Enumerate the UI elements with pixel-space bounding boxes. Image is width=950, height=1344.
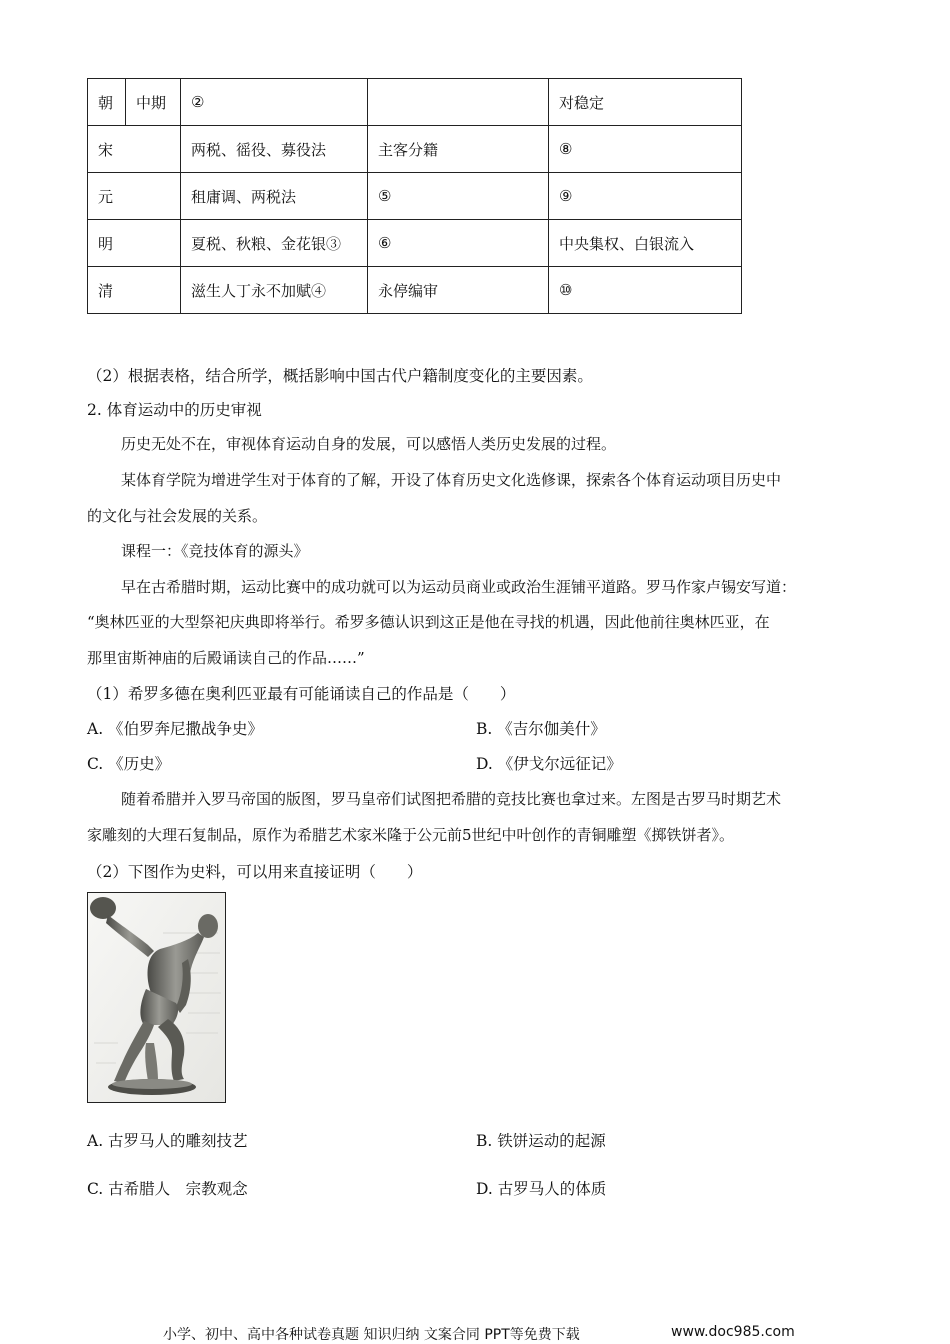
sculpture-paragraph-line-1: 随着希腊并入罗马帝国的版图，罗马皇帝们试图把希腊的竞技比赛也拿过来。左图是古罗马时期艺术 (121, 790, 782, 808)
section-2-title: 2. 体育运动中的历史审视 (87, 401, 262, 419)
history-paragraph-line-3: 那里宙斯神庙的后殿诵读自己的作品……” (87, 649, 365, 667)
footer-text: 小学、初中、高中各种试卷真题 知识归纳 文案合同 PPT等免费下载 (163, 1327, 580, 1343)
table-cell: 永停编审 (368, 267, 549, 314)
option-2-d[interactable]: D. 古罗马人的体质 (476, 1180, 607, 1198)
table-cell: ② (181, 79, 368, 126)
table-cell: 主客分籍 (368, 126, 549, 173)
course-paragraph-line-1: 某体育学院为增进学生对于体育的了解，开设了体育历史文化选修课，探索各个体育运动项目历史中 (121, 471, 782, 489)
table-row (88, 267, 742, 314)
table-cell: ⑩ (549, 267, 742, 314)
table-cell: 宋 (88, 126, 181, 173)
option-a[interactable]: A. 《伯罗奔尼撒战争史》 (87, 720, 264, 738)
table-cell: 两税、徭役、募役法 (181, 126, 368, 173)
footer-link[interactable]: www.doc985.com (671, 1324, 795, 1340)
table-cell: 租庸调、两税法 (181, 173, 368, 220)
table-cell: 夏税、秋粮、金花银③ (181, 220, 368, 267)
table-row (88, 220, 742, 267)
history-paragraph-line-1: 早在古希腊时期，运动比赛中的成功就可以为运动员商业或政治生涯铺平道路。罗马作家卢锡安写道： (121, 578, 797, 596)
table-cell (368, 79, 549, 126)
option-b[interactable]: B. 《吉尔伽美什》 (476, 720, 606, 738)
discobolus-statue-image (87, 892, 226, 1103)
table-row (88, 126, 742, 173)
household-registration-table (87, 78, 742, 314)
table-cell: 中期 (126, 79, 181, 126)
table-cell: ⑨ (549, 173, 742, 220)
course-title: 课程一：《竞技体育的源头》 (121, 542, 309, 560)
table-cell: 清 (88, 267, 181, 314)
option-d[interactable]: D. 《伊戈尔远征记》 (476, 755, 622, 773)
discobolus-figure-icon (88, 893, 225, 1102)
question-2-2: （2）下图作为史料，可以用来直接证明（ ） (87, 863, 423, 881)
course-paragraph-line-2: 的文化与社会发展的关系。 (87, 507, 268, 525)
sculpture-paragraph-line-2: 家雕刻的大理石复制品，原作为希腊艺术家米隆于公元前5世纪中叶创作的青铜雕塑《掷铁饼者》。 (87, 826, 735, 844)
table-row (88, 79, 742, 126)
table-row (88, 173, 742, 220)
table-cell: 滋生人丁永不加赋④ (181, 267, 368, 314)
table-cell: 中央集权、白银流入 (549, 220, 742, 267)
table-cell: 对稳定 (549, 79, 742, 126)
table-cell: ⑤ (368, 173, 549, 220)
intro-paragraph: 历史无处不在，审视体育运动自身的发展，可以感悟人类历史发展的过程。 (121, 435, 617, 453)
question-2-1: （1）希罗多德在奥利匹亚最有可能诵读自己的作品是（ ） (87, 685, 516, 703)
table-cell: 元 (88, 173, 181, 220)
table-cell: ⑧ (549, 126, 742, 173)
option-2-b[interactable]: B. 铁饼运动的起源 (476, 1132, 606, 1150)
table-cell: 朝 (88, 79, 126, 126)
question-1-2: （2）根据表格，结合所学，概括影响中国古代户籍制度变化的主要因素。 (87, 367, 593, 385)
option-2-c[interactable]: C. 古希腊人 宗教观念 (87, 1180, 248, 1198)
table-cell: 明 (88, 220, 181, 267)
option-2-a[interactable]: A. 古罗马人的雕刻技艺 (87, 1132, 248, 1150)
history-paragraph-line-2: “奥林匹亚的大型祭祀庆典即将举行。希罗多德认识到这正是他在寻找的机遇，因此他前往奥林匹亚，在 (87, 613, 770, 631)
table-cell: ⑥ (368, 220, 549, 267)
option-c[interactable]: C. 《历史》 (87, 755, 171, 773)
